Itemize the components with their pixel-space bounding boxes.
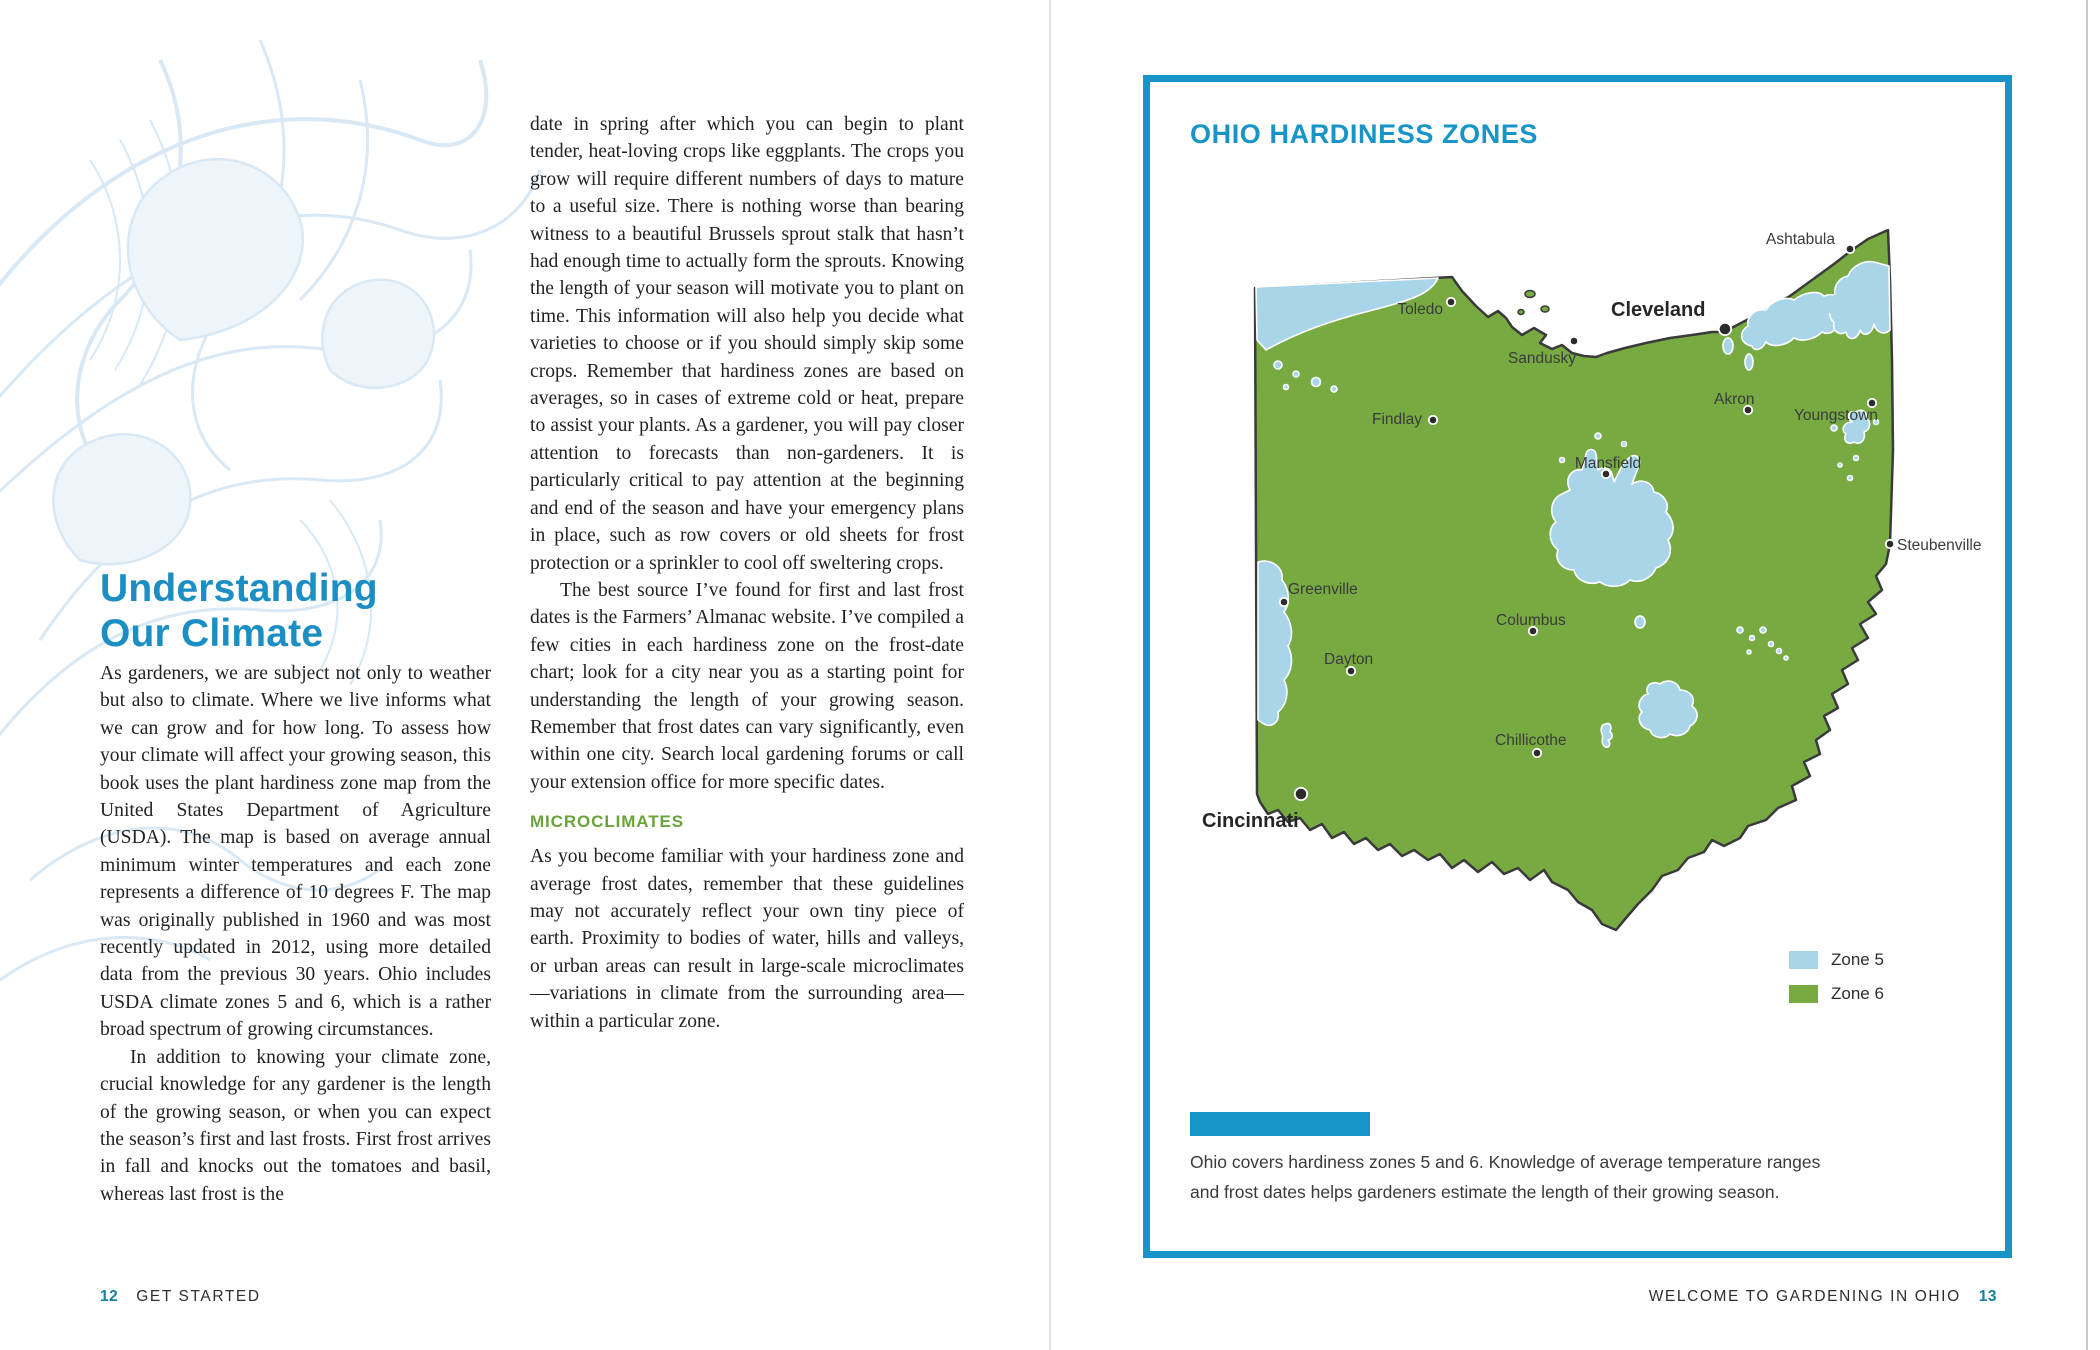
zone6-label: Zone 6 [1831, 984, 1884, 1003]
page-title-line1: Understanding [100, 567, 378, 610]
city-dot-steubenville [1886, 540, 1894, 548]
left-page-footer [100, 1288, 261, 1306]
city-label-chillicothe: Chillicothe [1495, 732, 1567, 749]
paragraph: The best source I’ve found for first and last frost dates is the Farmers’ Almanac website. I’ve compiled a few cities in each hardiness zone on the frost-date chart; look for a city near you as a starting point for understanding the length of your growing season. Remember that frost dates can vary significantly, even within one city. Search local gardening forums or call your extension office for more specific dates. [530, 579, 964, 793]
page-title [100, 566, 520, 656]
city-dot-cleveland [1719, 323, 1731, 335]
city-label-toledo: Toledo [1397, 301, 1443, 318]
paragraph: In addition to knowing your climate zone, crucial knowledge for any gardener is the length of the growing season, or when you can expect the season’s first and last frosts. First frost arrives in fall and knocks out the tomatoes and basil, whereas last frost is the [100, 1046, 491, 1205]
city-label-akron: Akron [1714, 391, 1755, 408]
section-label: GET STARTED [136, 1288, 261, 1305]
city-dot-greenville [1280, 598, 1288, 606]
zone6-swatch [1789, 985, 1818, 1003]
zone5-label: Zone 5 [1831, 950, 1884, 969]
paragraph: As gardeners, we are subject not only to weather but also to climate. Where we live informs what we can grow and for how long. To assess how your climate will affect your growing season, this book uses the plant hardiness zone map from the United States Department of Agriculture (USDA). The map is based on average annual minimum winter temperatures and each zone represents a difference of 10 degrees F. The map was originally published in 1960 and was most recently updated in 2012, using more detailed data from the previous 30 years. Ohio includes USDA climate zones 5 and 6, which is a rather broad spectrum of growing circumstances. [100, 663, 491, 1041]
book-edge-line [2086, 0, 2088, 1350]
legend-row-zone5 [1789, 951, 1884, 973]
map-caption: Ohio covers hardiness zones 5 and 6. Knowledge of average temperature ranges and frost dates helps gardeners estimate the length of their growing season. [1190, 1152, 1821, 1202]
right-page-footer [1649, 1288, 1997, 1306]
ohio-hardiness-map [1200, 160, 2000, 960]
city-dot-ashtabula [1846, 245, 1854, 253]
section-label: WELCOME TO GARDENING IN OHIO [1648, 1288, 1961, 1305]
city-label-greenville: Greenville [1288, 581, 1358, 598]
city-label-cleveland: Cleveland [1611, 299, 1706, 321]
city-label-dayton: Dayton [1324, 651, 1374, 668]
city-dot-dayton [1347, 667, 1355, 675]
zone5-swatch [1789, 951, 1818, 969]
city-dot-toledo [1447, 298, 1455, 306]
city-label-mansfield: Mansfield [1574, 455, 1642, 472]
caption-accent-bar [1190, 1112, 1370, 1136]
city-label-sandusky: Sandusky [1507, 350, 1577, 367]
paragraph: date in spring after which you can begin to plant tender, heat-loving crops like eggplants. The crops you grow will require different numbers of days to mature to a useful size. There is nothing worse than bearing witness to a beautiful Brussels sprout stalk that hasn’t had enough time to actually form the sprouts. Knowing the length of your season will motivate you to plant on time. This information will also help you decide what varieties to choose or if you should simply skip some crops. Remember that hardiness zones are based on averages, so in cases of extreme cold or heat, prepare to assist your plants. As a gardener, you will pay closer attention to forecasts than non-gardeners. It is particularly critical to pay attention at the beginning and end of the season and have your emergency plans in place, such as row covers or old sheets for frost protection or a sprinkler to cool off sweltering crops. [530, 114, 964, 574]
city-label-ashtabula: Ashtabula [1766, 231, 1835, 248]
microclimates-heading: MICROCLIMATES [530, 812, 684, 832]
city-label-youngstown: Youngstown [1794, 407, 1878, 424]
page-title-line2: Our Climate [100, 612, 324, 655]
city-dot-sandusky [1570, 337, 1578, 345]
city-dot-youngstown [1868, 399, 1876, 407]
lake-erie-islands [1518, 291, 1549, 315]
map-title: OHIO HARDINESS ZONES [1190, 119, 1539, 149]
zone5-greenville-strip [1258, 561, 1291, 725]
city-dot-findlay [1429, 416, 1437, 424]
page-number: 13 [1978, 1288, 1997, 1305]
city-label-findlay: Findlay [1372, 411, 1422, 428]
page-gutter-line [1049, 0, 1051, 1350]
page-number: 12 [100, 1288, 119, 1305]
paragraph: As you become familiar with your hardiness zone and average frost dates, remember that these guidelines may not accurately reflect your own tiny piece of earth. Proximity to bodies of water, hills and valleys, or urban areas can result in large-scale microclimates—variations in climate from the surrounding area—within a particular zone. [530, 846, 964, 1032]
city-label-columbus: Columbus [1496, 612, 1566, 629]
city-dot-cincinnati [1295, 788, 1307, 800]
legend-row-zone6 [1789, 985, 1884, 1007]
city-label-cincinnati: Cincinnati [1202, 810, 1299, 832]
city-label-steubenville: Steubenville [1897, 537, 1982, 554]
left-column-text [100, 660, 491, 1208]
city-dot-chillicothe [1533, 749, 1541, 757]
right-column-text [530, 111, 964, 1035]
